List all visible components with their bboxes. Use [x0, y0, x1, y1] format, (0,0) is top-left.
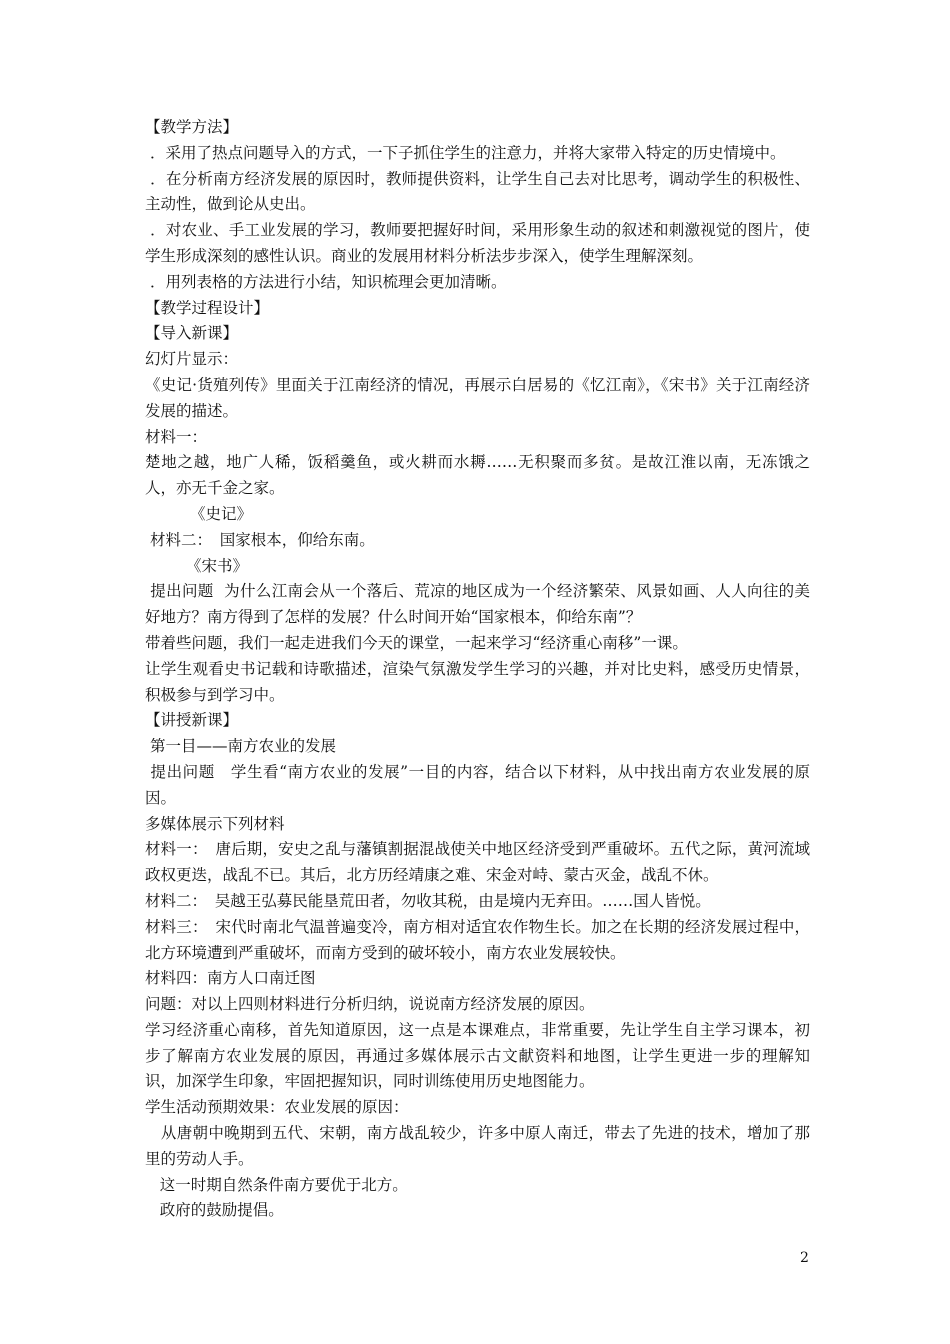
method-item-2: ．在分析南方经济发展的原因时，教师提供资料，让学生自己去对比思考，调动学生的积极性、主动性，做到论从史出。 — [145, 169, 810, 214]
method-item-4: ．用列表格的方法进行小结，知识梳理会更加清晰。 — [145, 272, 507, 291]
method-item-3: ．对农业、手工业发展的学习，教师要把握好时间，采用形象生动的叙述和刺激视觉的图片，使学生形成深刻的感性认识。商业的发展用材料分析法步步深入，使学生理解深刻。 — [145, 221, 810, 265]
section-one-question: 提出问题 学生看“南方农业的发展”一目的内容，结合以下材料，从中找出南方农业发展的原因。 — [145, 762, 810, 807]
heading-new-lesson: 【讲授新课】 — [145, 711, 239, 730]
expected-reason-3: 政府的鼓励提倡。 — [145, 1201, 284, 1220]
method-item-1: ．采用了热点问题导入的方式，一下子抓住学生的注意力，并将大家带入特定的历史情境中。 — [145, 143, 786, 162]
intro-purpose: 让学生观看史书记载和诗歌描述，渲染气氛激发学生学习的兴趣，并对比史料，感受历史情景，积极参与到学习中。 — [145, 659, 810, 704]
intro-question: 提出问题 为什么江南会从一个落后、荒凉的地区成为一个经济繁荣、风景如画、人人向往的美好地方？南方得到了怎样的发展？什么时间开始“国家根本，仰给东南”？ — [145, 582, 810, 627]
heading-intro: 【导入新课】 — [145, 324, 239, 343]
material-two: 材料二： 国家根本，仰给东南。 — [145, 530, 375, 549]
expected-effect-label: 学生活动预期效果：农业发展的原因： — [145, 1098, 409, 1117]
multimedia-label: 多媒体展示下列材料 — [145, 814, 285, 833]
page-number: 2 — [800, 1250, 809, 1266]
expected-reason-1: 从唐朝中晚期到五代、宋朝，南方战乱较少，许多中原人南迁，带去了先进的技术，增加了那里的劳动人手。 — [145, 1124, 810, 1168]
teaching-note: 学习经济重心南移，首先知道原因，这一点是本课难点，非常重要，先让学生自主学习课本，初步了解南方农业发展的原因，再通过多媒体展示古文献资料和地图，让学生更进一步的理解知识，加深学生印象，牢固把握知识，同时训练使用历史地图能力。 — [145, 1020, 810, 1091]
material-item-1: 材料一： 唐后期，安史之乱与藩镇割据混战使关中地区经济受到严重破坏。五代之际，黄河流域政权更迭，战乱不已。其后，北方历经靖康之难、宋金对峙、蒙古灭金，战乱不休。 — [145, 840, 810, 885]
slide-description: 《史记·货殖列传》里面关于江南经济的情况，再展示白居易的《忆江南》，《宋书》关于江南经济发展的描述。 — [145, 375, 810, 420]
heading-teaching-method: 【教学方法】 — [145, 118, 239, 136]
document-body — [145, 115, 810, 1224]
material-one-label: 材料一： — [145, 427, 208, 446]
material-one-quote: 楚地之越，地广人稀，饭稻羹鱼，或火耕而水耨……无积聚而多贫。是故江淮以南，无冻饿之人，亦无千金之家。 — [145, 453, 810, 498]
intro-transition: 带着些问题，我们一起走进我们今天的课堂，一起来学习“经济重心南移”一课。 — [145, 633, 688, 652]
material-item-4: 材料四：南方人口南迁图 — [145, 969, 316, 988]
analysis-question: 问题：对以上四则材料进行分析归纳，说说南方经济发展的原因。 — [145, 995, 595, 1014]
material-item-2: 材料二： 吴越王弘募民能垦荒田者，勿收其税，由是境内无弃田。……国人皆悦。 — [145, 891, 711, 910]
source-songshu: 《宋书》 — [186, 556, 249, 575]
section-one-title: 第一目——南方农业的发展 — [145, 737, 336, 756]
source-shiji: 《史记》 — [190, 504, 253, 523]
heading-process-design: 【教学过程设计】 — [145, 298, 270, 317]
slide-display-label: 幻灯片显示： — [145, 350, 239, 369]
material-item-3: 材料三： 宋代时南北气温普遍变冷，南方相对适宜农作物生长。加之在长期的经济发展过程中，北方环境遭到严重破坏，而南方受到的破坏较小，南方农业发展较快。 — [145, 917, 810, 962]
expected-reason-2: 这一时期自然条件南方要优于北方。 — [145, 1175, 408, 1194]
